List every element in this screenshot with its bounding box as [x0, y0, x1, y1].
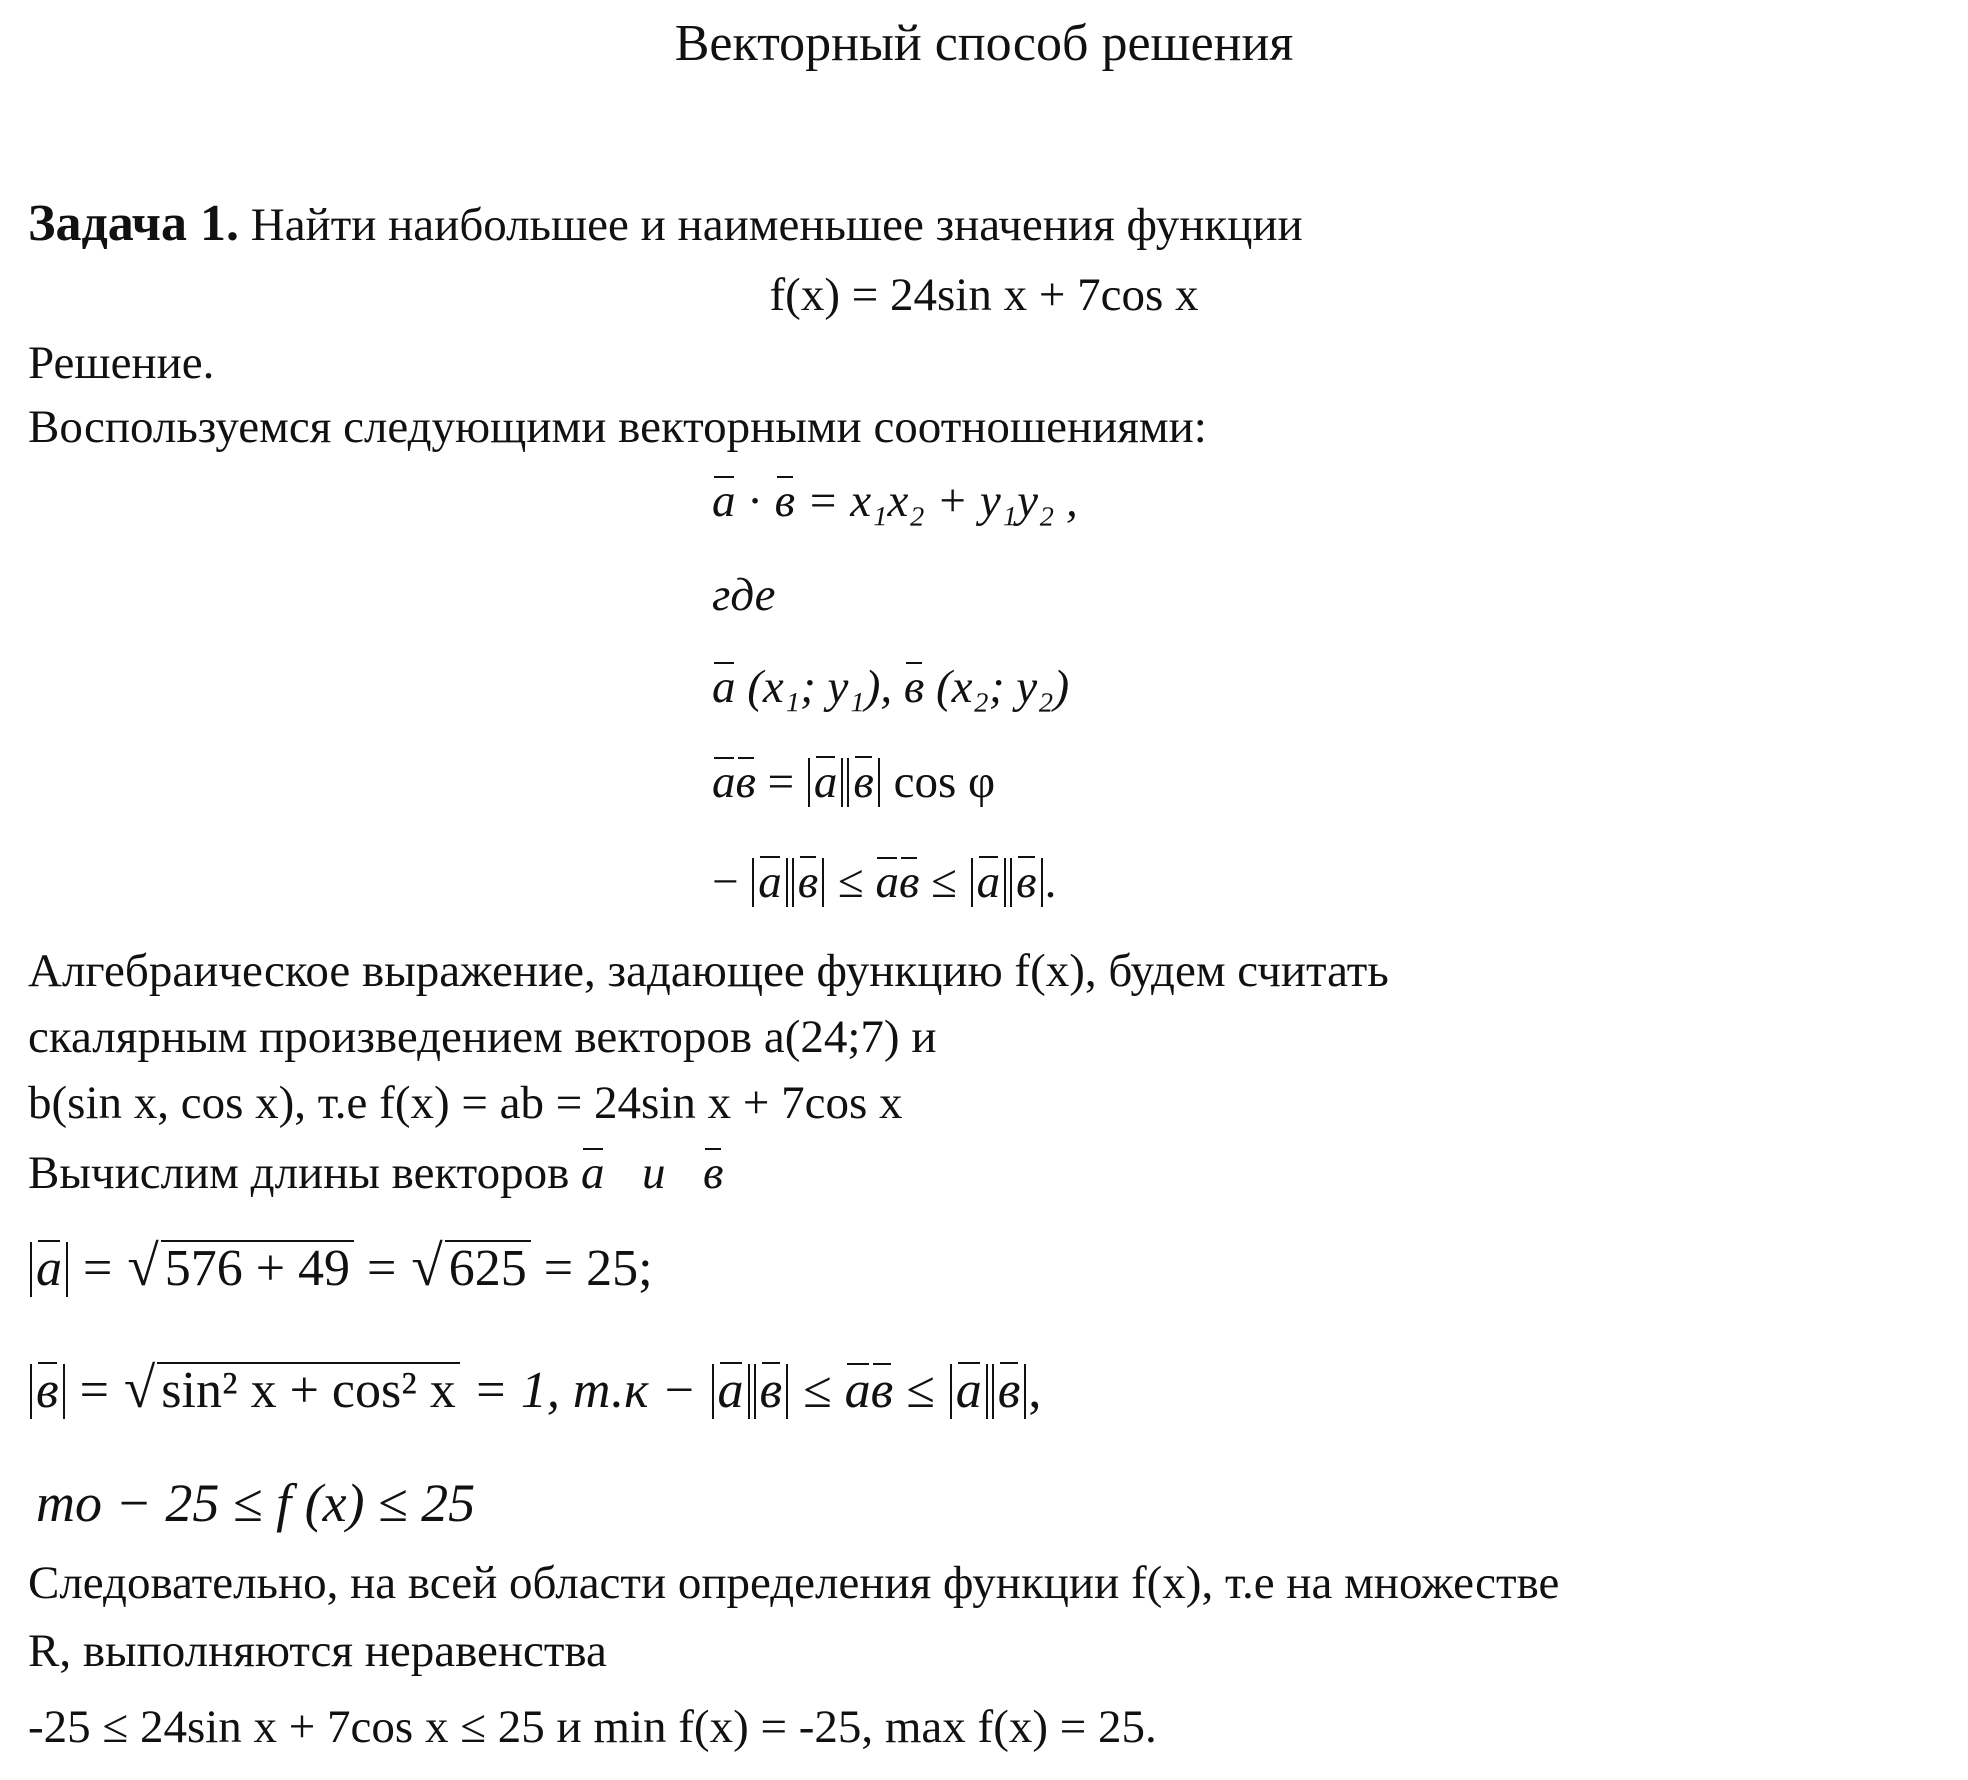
conclusion-1: Следовательно, на всей области определения функции f(x), т.е на множестве — [28, 1557, 1560, 1609]
vector-a: a — [976, 856, 1001, 908]
vector-b: в — [759, 1362, 783, 1419]
vector-b: в — [997, 1362, 1021, 1419]
vector-a: a — [712, 756, 736, 808]
to-result: f (x) ≤ 25 — [276, 1473, 476, 1533]
page-title: Векторный способ решения — [674, 15, 1294, 72]
vector-b: в — [36, 1362, 59, 1419]
formula-inequality: − a в ≤ aв ≤ a в . — [712, 856, 1057, 908]
vector-b: в — [898, 856, 920, 908]
dot-product-rhs: = x₁x₂ + y₁y₂ , — [806, 475, 1078, 527]
vector-b: в — [1016, 856, 1037, 908]
result-a: = 25 — [543, 1240, 639, 1297]
calc-length-a: a = √ 576 + 49 = √ 625 = 25; — [28, 1238, 653, 1297]
final-answer: -25 ≤ 24sin x + 7cos x ≤ 25 и min f(x) = -25, max f(x) = 25. — [28, 1701, 1157, 1753]
vector-a: a — [712, 661, 736, 713]
vector-b: в — [870, 1362, 894, 1419]
vector-b: в — [903, 661, 925, 713]
calc-bounds — [36, 1473, 476, 1533]
vector-a: a — [875, 856, 899, 908]
task-text: Найти наибольшее и наименьшее значения функции — [250, 199, 1303, 251]
formula-cosine: aв = a в cos φ — [712, 756, 996, 808]
to-text: то − 25 ≤ — [36, 1473, 263, 1533]
vector-a: a — [36, 1240, 62, 1297]
paragraph-4 — [28, 1147, 724, 1199]
vector-a: a — [581, 1147, 605, 1199]
vector-a: a — [758, 856, 782, 908]
radicand-625: 625 — [445, 1240, 531, 1297]
vector-a: a — [717, 1362, 744, 1419]
task-label: Задача 1. — [28, 195, 239, 252]
conclusion-2: R, выполняются неравенства — [28, 1625, 607, 1677]
formula-where: где — [712, 569, 776, 621]
cos-phi: cos φ — [893, 756, 996, 808]
task-function: f(x) = 24sin x + 7cos x — [769, 269, 1199, 321]
vector-a: a — [813, 756, 838, 808]
radicand-576-49: 576 + 49 — [161, 1240, 354, 1297]
vector-b: в — [853, 756, 874, 808]
conjunction: и — [642, 1147, 666, 1199]
paragraph-3: b(sin x, cos x), т.е f(x) = ab = 24sin x + 7cos x — [28, 1077, 903, 1129]
vector-a: a — [712, 475, 736, 527]
result-b: = 1, т.к − — [472, 1362, 697, 1419]
vector-b: в — [735, 756, 756, 808]
vector-a: a — [844, 1362, 871, 1419]
vector-b: в — [774, 475, 796, 527]
vector-a: a — [955, 1362, 982, 1419]
coords-a: (x₁; y₁), — [747, 661, 893, 713]
intro-text: Воспользуемся следующими векторными соотношениями: — [28, 401, 1207, 453]
solution-label: Решение. — [28, 337, 215, 389]
formula-coordinates — [712, 661, 1070, 713]
calc-length-b: в = √ sin² x + cos² x = 1, т.к − a в ≤ aв ≤ a в , — [28, 1360, 1041, 1419]
paragraph-1: Алгебраическое выражение, задающее функцию f(x), будем считать — [28, 945, 1389, 997]
vector-b: в — [703, 1147, 724, 1199]
radicand-sin-cos: sin² x + cos² x — [157, 1362, 460, 1419]
vector-b: в — [797, 856, 819, 908]
task-statement — [28, 195, 1303, 252]
paragraph-2: скалярным произведением векторов a(24;7) и — [28, 1011, 937, 1063]
formula-dot-product: a · в = x₁x₂ + y₁y₂ , — [712, 475, 1078, 527]
paragraph-4-text: Вычислим длины векторов — [28, 1147, 570, 1199]
coords-b: (x₂; y₂) — [936, 661, 1070, 713]
